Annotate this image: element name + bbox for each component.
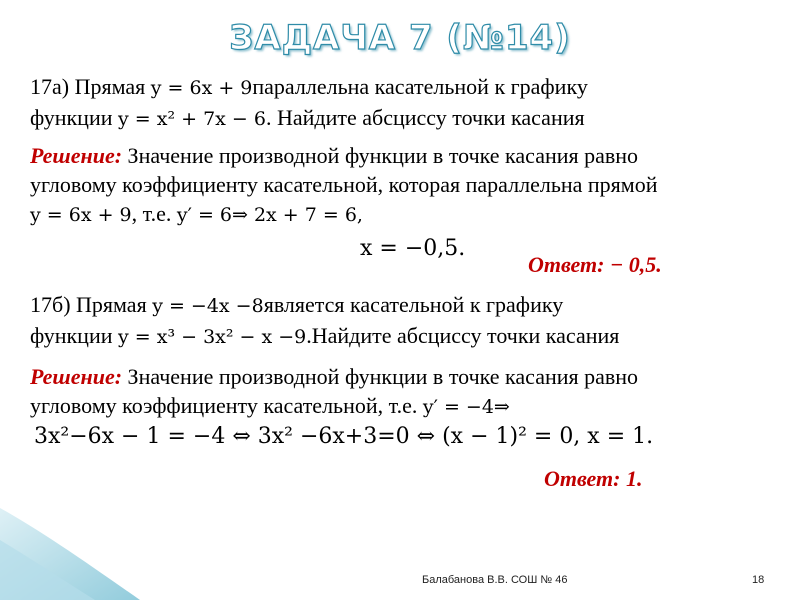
problem-b-function-equation: y = x³ − 3x² − x −9: [118, 326, 307, 348]
page-number: 18: [752, 574, 765, 586]
problem-b-question: .Найдите абсциссу точки касания: [306, 323, 620, 348]
solution-a-line-equation: y = 6x + 9: [30, 204, 132, 226]
problem-a-number: 17а) Прямая: [30, 74, 151, 99]
problem-a-function-equation: y = x² + 7x − 6: [118, 108, 266, 130]
problem-a-line-2: [30, 103, 795, 134]
answer-b: Ответ: 1.: [544, 466, 643, 491]
problem-a-line-text: параллельна касательной к графику: [252, 74, 588, 99]
solution-a-text-1: Значение производной функции в точке касания равно: [122, 143, 639, 168]
solution-b-derivative-equation: y′ = −4⇒: [422, 396, 510, 418]
solution-a-line-1: [30, 141, 795, 170]
solution-b-label: Решение:: [30, 364, 123, 389]
problem-a-line-equation: y = 6x + 9: [150, 77, 253, 99]
solution-a-result: x = −0,5.: [360, 236, 466, 261]
solution-b-equation-chain: 3x²−6x − 1 = −4 ⇔ 3x² −6x+3=0 ⇔ (x − 1)² = 0, x = 1.: [34, 424, 654, 449]
problem-b-line-1: [30, 290, 795, 321]
solution-b-line-2: [30, 391, 795, 422]
problem-b-function-label: функции: [30, 323, 118, 348]
solution-b-text-1: Значение производной функции в точке касания равно: [122, 364, 639, 389]
solution-a-line-2: угловому коэффициенту касательной, которая параллельна прямой: [30, 172, 658, 197]
problem-a: [30, 72, 795, 134]
answer-a: Ответ: − 0,5.: [528, 252, 662, 277]
problem-b-number: 17б) Прямая: [30, 292, 153, 317]
solution-a-ie: , т.е.: [131, 201, 177, 226]
corner-decoration: [0, 490, 140, 600]
solution-a-derivative-equation: y′ = 6⇒ 2x + 7 = 6,: [176, 204, 363, 226]
solution-a-line-3: [30, 199, 795, 230]
solution-b-line-1: [30, 362, 795, 391]
problem-a-function-label: функции: [30, 105, 118, 130]
slide-title: ЗАДАЧА 7 (№14): [229, 18, 571, 58]
problem-a-question: . Найдите абсциссу точки касания: [265, 105, 585, 130]
solution-a-label: Решение:: [30, 143, 123, 168]
solution-b-text-2: угловому коэффициенту касательной, т.е.: [30, 393, 423, 418]
problem-b-line-2: [30, 321, 795, 352]
problem-b-line-text: является касательной к графику: [263, 292, 564, 317]
footer-author: Балабанова В.В. СОШ № 46: [422, 574, 568, 586]
problem-a-line-1: [30, 72, 795, 103]
problem-b-line-equation: y = −4x −8: [152, 295, 264, 317]
solution-b: [30, 362, 795, 422]
solution-a: [30, 141, 795, 230]
problem-b: [30, 290, 795, 352]
